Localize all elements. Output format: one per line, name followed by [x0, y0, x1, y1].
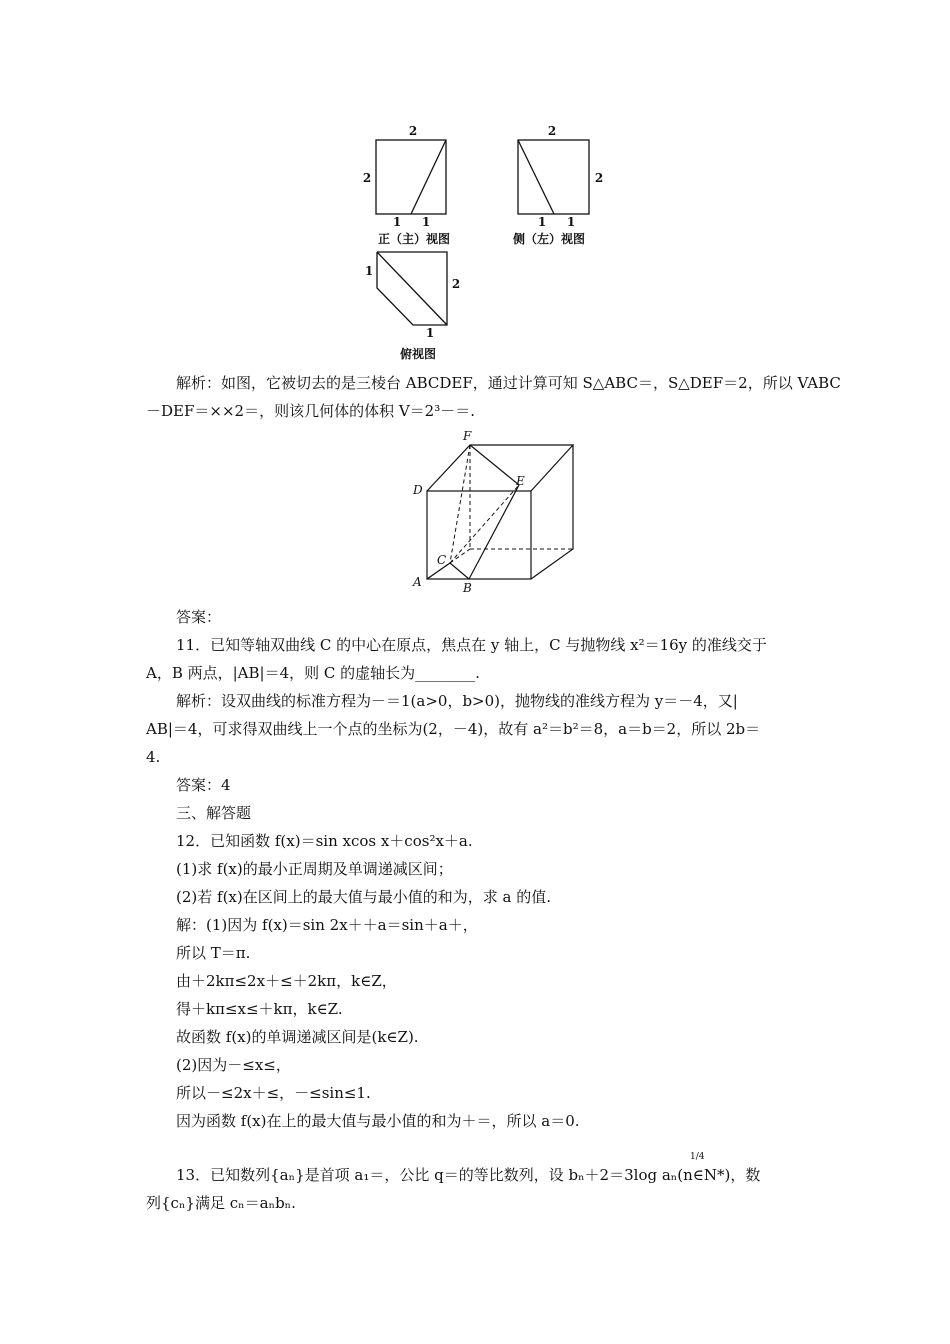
- section-3-heading: 三、解答题: [176, 804, 252, 822]
- cube-cut-cb: [450, 563, 469, 579]
- q13-line-1: 13．已知数列{aₙ}是首项 a₁＝，公比 q＝的等比数列，设 bₙ＋2＝3log aₙ(n∈N*)，数: [176, 1166, 761, 1184]
- side-dim-bottom-1: 1: [537, 215, 547, 229]
- q12-part-2: (2)若 f(x)在区间上的最大值与最小值的和为，求 a 的值.: [176, 888, 551, 906]
- s12-line-5: 故函数 f(x)的单调递减区间是(k∈Z).: [176, 1028, 419, 1046]
- front-dim-top: 2: [408, 124, 418, 138]
- cube-right-face: [531, 445, 573, 579]
- s12-line-7: 所以－≤2x＋≤，－≤sin≤1.: [176, 1084, 371, 1102]
- s12-line-4: 得＋kπ≤x≤＋kπ，k∈Z.: [176, 1000, 343, 1018]
- answer-10: 答案：: [176, 608, 222, 626]
- q12-part-1: (1)求 f(x)的最小正周期及单调递减区间；: [176, 860, 453, 878]
- s12-line-6: (2)因为－≤x≤，: [176, 1056, 291, 1074]
- cube-label-D: D: [413, 483, 423, 497]
- front-dim-left: 2: [362, 171, 372, 185]
- cube-label-E: E: [516, 474, 525, 488]
- top-view: [360, 248, 470, 343]
- a11-line-2: AB|＝4，可求得双曲线上一个点的坐标为(2，－4)，故有 a²＝b²＝8，a＝b＝2，所以 2b＝: [146, 720, 761, 738]
- top-view-caption: 俯视图: [400, 347, 437, 361]
- cube-cut-eb: [469, 485, 519, 579]
- cube-label-B: B: [463, 581, 472, 595]
- top-diagonal: [377, 252, 447, 325]
- front-view: [355, 120, 465, 230]
- s12-line-8: 因为函数 f(x)在上的最大值与最小值的和为＋＝，所以 a＝0.: [176, 1112, 580, 1130]
- side-view: [500, 120, 610, 230]
- cube-label-C: C: [437, 553, 447, 567]
- analysis-10-line-2: －DEF＝××2＝，则该几何体的体积 V＝2³－＝.: [146, 402, 475, 420]
- cube-label-F: F: [463, 429, 472, 443]
- side-dim-bottom-2: 1: [566, 215, 576, 229]
- a11-line-1: 解析：设双曲线的标准方程为－＝1(a>0，b>0)，抛物线的准线方程为 y＝－4，又|: [176, 692, 738, 710]
- analysis-10-line-1: 解析：如图，它被切去的是三棱台 ABCDEF，通过计算可知 S△ABC＝，S△DEF＝2，所以 VABC: [176, 374, 841, 392]
- q13-log-base: 1/4: [690, 1152, 705, 1162]
- front-dim-bottom-1: 1: [392, 215, 402, 229]
- cube-figure: [405, 428, 585, 598]
- s12-line-2: 所以 T＝π.: [176, 944, 251, 962]
- cube-label-A: A: [413, 575, 422, 589]
- top-dim-bottom: 1: [425, 326, 435, 340]
- top-dim-right: 2: [451, 277, 461, 291]
- front-dim-bottom-2: 1: [421, 215, 431, 229]
- answer-11: 答案：4: [176, 776, 231, 794]
- top-dim-left: 1: [364, 264, 374, 278]
- q11-line-1: 11．已知等轴双曲线 C 的中心在原点，焦点在 y 轴上，C 与抛物线 x²＝16y 的准线交于: [176, 636, 767, 654]
- cube-top-face: [427, 445, 573, 491]
- front-view-caption: 正（主）视图: [378, 232, 451, 246]
- side-dim-top: 2: [547, 124, 557, 138]
- q11-line-2: A，B 两点，|AB|＝4，则 C 的虚轴长为________.: [146, 664, 480, 682]
- q12-stem: 12．已知函数 f(x)＝sin xcos x＋cos²x＋a.: [176, 832, 473, 850]
- cube-cut-fe: [470, 445, 519, 485]
- s12-line-3: 由＋2kπ≤2x＋≤＋2kπ，k∈Z，: [176, 972, 397, 990]
- side-square: [518, 140, 589, 214]
- side-diagonal: [518, 140, 554, 214]
- a11-line-3: 4.: [146, 748, 161, 766]
- cube-cut-ce: [450, 485, 519, 563]
- side-view-caption: 侧（左）视图: [513, 232, 586, 246]
- s12-line-1: 解：(1)因为 f(x)＝sin 2x＋＋a＝sin＋a＋，: [176, 916, 478, 934]
- side-dim-right: 2: [594, 171, 604, 185]
- front-square: [376, 140, 446, 214]
- q13-line-2: 列{cₙ}满足 cₙ＝aₙbₙ.: [146, 1194, 296, 1212]
- front-diagonal: [411, 140, 446, 214]
